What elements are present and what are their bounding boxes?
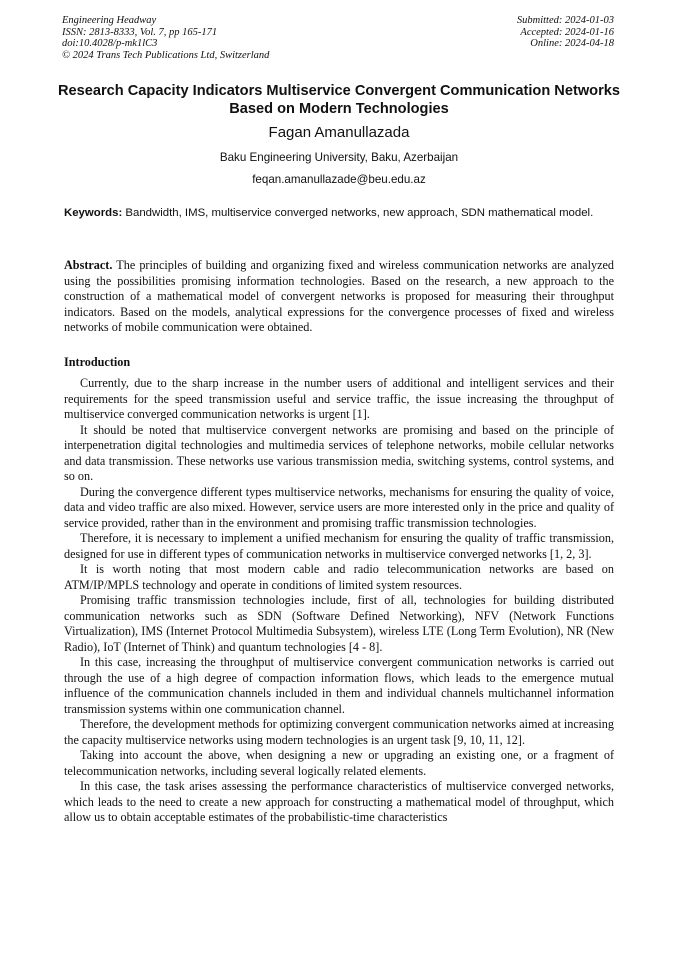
affiliation: Baku Engineering University, Baku, Azerbaijan [219, 151, 459, 164]
online-date: Online: 2024-04-18 [530, 38, 614, 50]
abstract-label: Abstract. [64, 258, 113, 272]
author-name: Fagan Amanullazada [268, 124, 410, 141]
abstract-text: The principles of building and organizing fixed and wireless communication networks are analyzed using the possibilities promising information technologies. Based on the research, a new approach to the construction of a mathematical model of convergent networks is proposed for measuring their throughput indicators. Based on the models, analytical expressions for the convergence processes of fixed and wireless networks of mobile communication were obtained. [64, 258, 614, 334]
journal-header [62, 15, 269, 61]
dates-header [517, 15, 614, 50]
paragraph: In this case, the task arises assessing the performance characteristics of multiservice converged networks, which leads to the need to create a new approach for constructing a mathematical model of throughput, which allow us to obtain acceptable estimates of the probabilistic-time characteristics [64, 779, 614, 824]
paragraph: In this case, increasing the throughput of multiservice convergent communication networks is carried out through the use of a high degree of compaction information flows, which leads to the emergence mutual influence of the communication channels included in them and individual channels multichannel information transmission systems within one communication channel. [64, 655, 614, 716]
abstract-section [64, 258, 614, 336]
keywords-text: Bandwidth, IMS, multiservice converged networks, new approach, SDN mathematical model. [122, 207, 594, 219]
issn-line: ISSN: 2813-8333, Vol. 7, pp 165-171 [62, 26, 218, 38]
accepted-date: Accepted: 2024-01-16 [520, 26, 614, 38]
paragraph: Currently, due to the sharp increase in the number users of additional and intelligent services and their requirements for the speed transmission useful and service traffic, the issue increasing the throughput of multiservice converged communication networks is urgent [1]. [64, 376, 614, 421]
paragraph: It is worth noting that most modern cable and radio telecommunication networks are based on ATM/IP/MPLS technology and operate in conditions of limited system resources. [64, 562, 614, 592]
copyright-line: © 2024 Trans Tech Publications Ltd, Switzerland [62, 49, 270, 61]
paragraph: Therefore, it is necessary to implement a unified mechanism for ensuring the quality of traffic transmission, designed for use in different types of communication networks in multiservice converged networks [1, 2, 3]. [64, 531, 614, 561]
introduction-heading: Introduction [64, 355, 131, 369]
keywords-label: Keywords: [64, 207, 123, 219]
keywords-section [64, 206, 614, 222]
submitted-date: Submitted: 2024-01-03 [516, 15, 614, 26]
paragraph: Taking into account the above, when designing a new or upgrading an existing one, or a fragment of telecommunication networks, including several logically related elements. [64, 748, 614, 778]
paragraph: Therefore, the development methods for optimizing convergent communication networks aimed at increasing the capacity multiservice networks using modern technologies is an urgent task [9, 10, 11, 12]. [64, 717, 614, 747]
paragraph: Promising traffic transmission technologies include, first of all, technologies for building distributed communication networks such as SDN (Software Defined Networking), NFV (Network Functions Virtualization), IMS (Internet Protocol Multimedia Subsystem), wireless LTE (Long Term Evolution), NR (New Radio), IoT (Internet of Think) and quantum technologies [4 - 8]. [64, 593, 614, 654]
paragraph: It should be noted that multiservice convergent networks are promising and based on the principle of interpenetration digital technologies and multimedia services of telephone networks, mobile cellular networks and data transmission. These networks use various transmission media, switching systems, control systems, and so on. [64, 422, 614, 483]
journal-name: Engineering Headway [62, 15, 157, 26]
paper-title: Research Capacity Indicators Multiservice Convergent Communication Networks Based on Modern Technologies [57, 83, 621, 117]
doi-line: doi:10.4028/p-mk1lC3 [62, 38, 158, 50]
author-email: feqan.amanullazade@beu.edu.az [252, 173, 426, 186]
introduction-body [64, 376, 614, 826]
paragraph: During the convergence different types multiservice networks, mechanisms for ensuring the quality of voice, data and video traffic are also mixed. However, service users are more interested only in the price and quality of service provided, rather than in the environment and promising traffic transmission technologies. [64, 484, 614, 530]
